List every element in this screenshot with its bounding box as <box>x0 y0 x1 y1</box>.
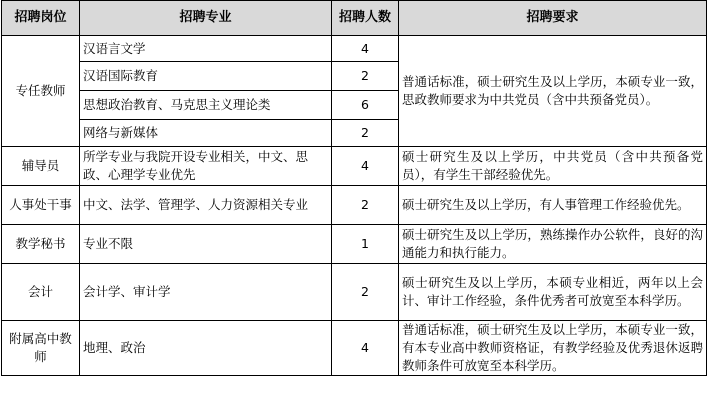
recruitment-table <box>1 0 707 376</box>
count-cell: 4 <box>332 147 399 186</box>
count-cell: 2 <box>332 186 399 225</box>
header-count: 招聘人数 <box>332 1 399 36</box>
header-position: 招聘岗位 <box>2 1 80 36</box>
header-requirement: 招聘要求 <box>399 1 707 36</box>
major-cell: 中文、法学、管理学、人力资源相关专业 <box>80 186 332 225</box>
major-cell: 会计学、审计学 <box>80 264 332 321</box>
requirement-cell: 硕士研究生及以上学历，有人事管理工作经验优先。 <box>399 186 707 225</box>
major-cell: 网络与新媒体 <box>80 120 332 147</box>
count-cell: 2 <box>332 120 399 147</box>
header-row <box>2 1 707 36</box>
position-cell: 辅导员 <box>2 147 80 186</box>
major-cell: 专业不限 <box>80 225 332 264</box>
count-cell: 4 <box>332 321 399 376</box>
header-major: 招聘专业 <box>80 1 332 36</box>
requirement-cell: 硕士研究生及以上学历，本硕专业相近，两年以上会计、审计工作经验，条件优秀者可放宽至本科学历。 <box>399 264 707 321</box>
position-cell: 专任教师 <box>2 36 80 147</box>
count-cell: 4 <box>332 36 399 62</box>
table-header <box>2 1 707 36</box>
major-cell: 地理、政治 <box>80 321 332 376</box>
requirement-cell: 硕士研究生及以上学历，中共党员（含中共预备党员），有学生干部经验优先。 <box>399 147 707 186</box>
major-cell: 汉语言文学 <box>80 36 332 62</box>
count-cell: 1 <box>332 225 399 264</box>
table-row <box>2 147 707 186</box>
requirement-cell: 普通话标准，硕士研究生及以上学历，本硕专业一致，有本专业高中教师资格证，有教学经验及优秀退休返聘教师条件可放宽至本科学历。 <box>399 321 707 376</box>
position-cell: 附属高中教师 <box>2 321 80 376</box>
major-cell: 思想政治教育、马克思主义理论类 <box>80 91 332 120</box>
table-row <box>2 321 707 376</box>
requirement-cell: 硕士研究生及以上学历，熟练操作办公软件，良好的沟通能力和执行能力。 <box>399 225 707 264</box>
position-cell: 人事处干事 <box>2 186 80 225</box>
count-cell: 6 <box>332 91 399 120</box>
count-cell: 2 <box>332 264 399 321</box>
count-cell: 2 <box>332 62 399 91</box>
table-row <box>2 186 707 225</box>
table-row <box>2 264 707 321</box>
requirement-cell: 普通话标准，硕士研究生及以上学历，本硕专业一致，思政教师要求为中共党员（含中共预备党员）。 <box>399 36 707 147</box>
position-cell: 教学秘书 <box>2 225 80 264</box>
table-body <box>2 36 707 376</box>
major-cell: 汉语国际教育 <box>80 62 332 91</box>
position-cell: 会计 <box>2 264 80 321</box>
table-row <box>2 225 707 264</box>
table-row <box>2 36 707 62</box>
major-cell: 所学专业与我院开设专业相关，中文、思政、心理学专业优先 <box>80 147 332 186</box>
